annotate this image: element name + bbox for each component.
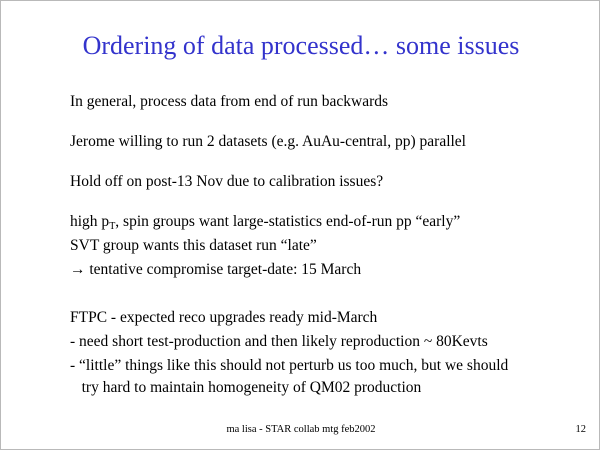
- bullet-hold-off: Hold off on post-13 Nov due to calibration issues?: [70, 173, 384, 190]
- high-pt-suffix: , spin groups want large-statistics end-of-run pp “early”: [115, 213, 461, 230]
- bullet-svt-group: SVT group wants this dataset run “late”: [70, 237, 317, 254]
- slide-title: Ordering of data processed… some issues: [82, 31, 520, 60]
- bullet-parallel-datasets: Jerome willing to run 2 datasets (e.g. AuAu-central, pp) parallel: [70, 133, 466, 150]
- bullet-little-things: - “little” things like this should not perturb us too much, but we should: [70, 357, 509, 374]
- bullet-compromise-date: → tentative compromise target-date: 15 March: [70, 261, 362, 278]
- high-pt-subscript: T: [109, 221, 116, 232]
- bullet-high-pt: [70, 212, 460, 234]
- page-number: 12: [575, 424, 586, 435]
- high-pt-prefix: high p: [70, 213, 110, 230]
- bullet-test-production: - need short test-production and then likely reproduction ~ 80Kevts: [70, 333, 488, 350]
- bullet-process-order: In general, process data from end of run backwards: [70, 93, 389, 110]
- slide-footer: ma lisa - STAR collab mtg feb2002: [226, 424, 376, 435]
- bullet-ftpc: FTPC - expected reco upgrades ready mid-March: [70, 309, 378, 326]
- bullet-homogeneity: try hard to maintain homogeneity of QM02 production: [70, 379, 422, 396]
